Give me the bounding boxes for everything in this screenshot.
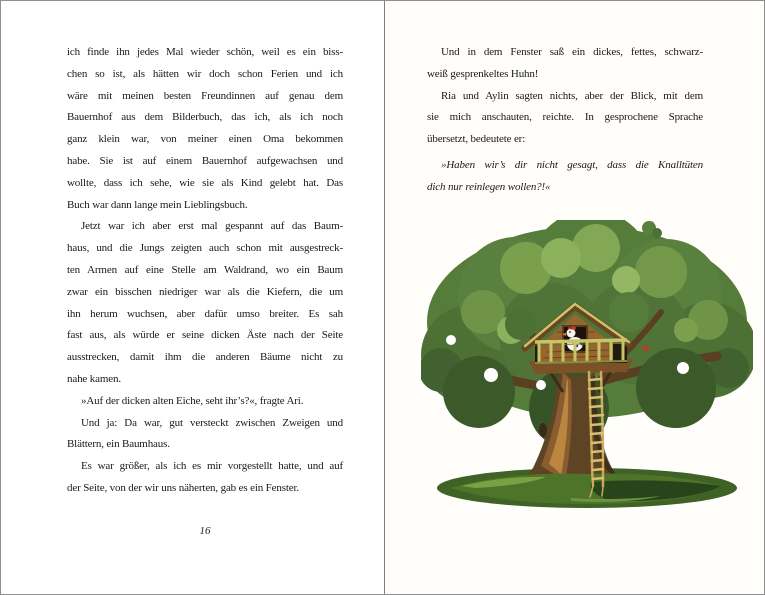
text-line: ich finde ihn jedes Mal wieder schön, weil es ein biss- bbox=[67, 46, 343, 58]
paragraph bbox=[67, 456, 343, 500]
left-text-block bbox=[67, 42, 343, 500]
text-line: Und ja: Da war, gut versteckt zwischen Zweigen und bbox=[81, 416, 343, 429]
right-text-block bbox=[427, 42, 703, 199]
paragraph bbox=[427, 42, 703, 86]
quote-paragraph bbox=[427, 155, 703, 199]
text-line: wollte, dass ich sehe, wie sie als Kind gelebt hat. Das bbox=[67, 176, 343, 189]
text-line: haus, und die Jungs zeigten auch schon mit ausgestreck- bbox=[67, 242, 343, 255]
text-line: ihn herum wuchsen, aber dafür umso breiter. Es sah bbox=[67, 307, 343, 320]
text-line: der Seite, von der wir uns näherten, gab es ein Fenster. bbox=[67, 481, 300, 494]
text-line: ten Armen auf eine Stelle am Waldrand, wo ein Baum bbox=[67, 263, 343, 276]
text-line: habe. Sie ist auf einem Bauernhof aufgewachsen und bbox=[67, 154, 343, 167]
text-line: Buch war dann lange mein Lieblingsbuch. bbox=[67, 198, 248, 211]
text-line: Es war größer, als ich es mir vorgestellt hatte, und auf bbox=[81, 460, 343, 473]
text-line: fast aus, als würde er seine dicken Äste nach der Seite bbox=[67, 329, 343, 342]
text-line: Blättern, ein Baumhaus. bbox=[67, 438, 170, 451]
page-divider bbox=[384, 1, 385, 594]
treehouse-illustration bbox=[421, 220, 753, 514]
text-line: chen so ist, als hätten wir doch schon Ferien und ich bbox=[67, 67, 343, 80]
text-line: ganz klein war, von meiner einen Oma bekommen bbox=[67, 133, 343, 146]
text-line: »Haben wir’s dir nicht gesagt, dass die Knalltüten bbox=[441, 158, 703, 171]
text-line: nahe kamen. bbox=[67, 372, 121, 385]
text-line: »Auf der dicken alten Eiche, seht ihr’s?«, fragte Ari. bbox=[81, 394, 304, 407]
paragraph bbox=[427, 86, 703, 151]
text-line: zwar ein bisschen niedriger war als die Kiefern, die um bbox=[67, 285, 343, 298]
text-line: weiß gesprenkeltes Huhn! bbox=[427, 67, 539, 80]
text-line: Jetzt war ich aber erst mal gespannt auf das Baum- bbox=[81, 220, 343, 233]
text-line: Bauernhof aus dem Bilderbuch, das ich, als ich noch bbox=[67, 111, 343, 124]
paragraph bbox=[67, 216, 343, 390]
paragraph bbox=[67, 42, 343, 216]
text-line: dich nur reinlegen wollen?!« bbox=[427, 180, 551, 193]
page-number: 16 bbox=[199, 525, 211, 537]
text-line: Und in dem Fenster saß ein dickes, fettes, schwarz- bbox=[441, 46, 703, 58]
text-line: übersetzt, bedeutete er: bbox=[427, 133, 526, 146]
text-line: Ria und Aylin sagten nichts, aber der Blick, mit dem bbox=[441, 89, 703, 102]
paragraph bbox=[67, 413, 343, 457]
red-fruit bbox=[643, 345, 649, 351]
text-line: sie mich anschauten, reichte. In gesprochene Sprache bbox=[427, 111, 703, 124]
text-line: ausstrecken, damit ihm die anderen Bäume nicht zu bbox=[67, 351, 343, 364]
text-line: wäre mit meinen besten Freundinnen auf genau dem bbox=[67, 89, 343, 102]
paragraph bbox=[67, 391, 343, 413]
